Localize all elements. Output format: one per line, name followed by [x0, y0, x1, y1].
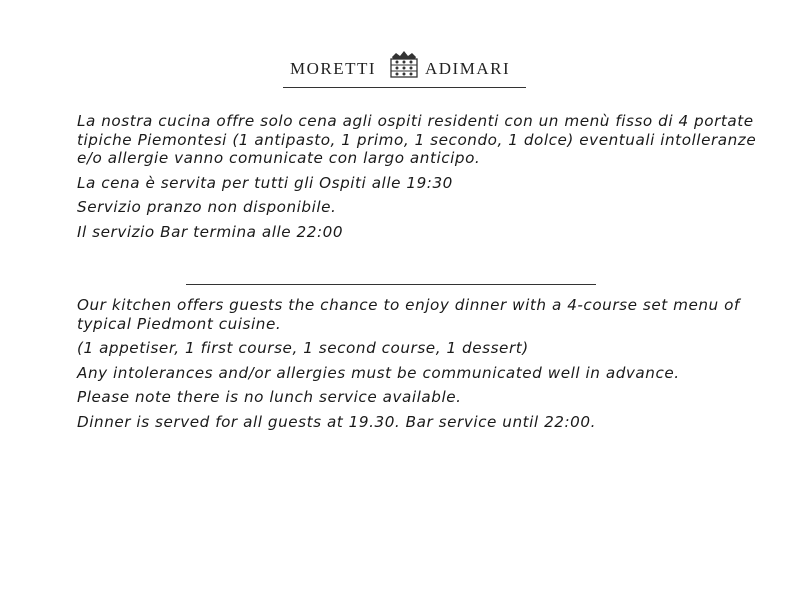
english-paragraph: Dinner is served for all guests at 19.30. Bar service until 22:00. — [77, 412, 596, 431]
logo-word-adimari: ADIMARI — [425, 59, 511, 78]
logo-underline — [283, 87, 526, 88]
english-paragraph: (1 appetiser, 1 first course, 1 second course, 1 dessert) — [77, 339, 529, 357]
italian-paragraph: La cena è servita per tutti gli Ospiti alle 19:30 — [77, 173, 453, 192]
english-notice — [77, 296, 767, 437]
italian-paragraph: La nostra cucina offre solo cena agli ospiti residenti con un menù fisso di 4 portate tipiche Piemontesi (1 antipasto, 1 primo, 1 secondo, 1 dolce) eventuali intolleranze e/o allergie vanno comunicate con largo anticipo. — [77, 112, 757, 167]
logo-word-moretti: MORETTI — [290, 59, 377, 78]
italian-notice — [77, 112, 767, 247]
logo — [290, 48, 522, 92]
italian-paragraph: Servizio pranzo non disponibile. — [77, 198, 337, 216]
english-paragraph: Please note there is no lunch service available. — [77, 388, 462, 406]
family-crest-icon — [387, 48, 421, 80]
section-divider — [186, 284, 596, 285]
english-paragraph: Our kitchen offers guests the chance to enjoy dinner with a 4-course set menu of typical Piedmont cuisine. — [77, 296, 740, 333]
italian-paragraph: Il servizio Bar termina alle 22:00 — [77, 222, 344, 241]
english-paragraph: Any intolerances and/or allergies must be communicated well in advance. — [77, 363, 680, 382]
